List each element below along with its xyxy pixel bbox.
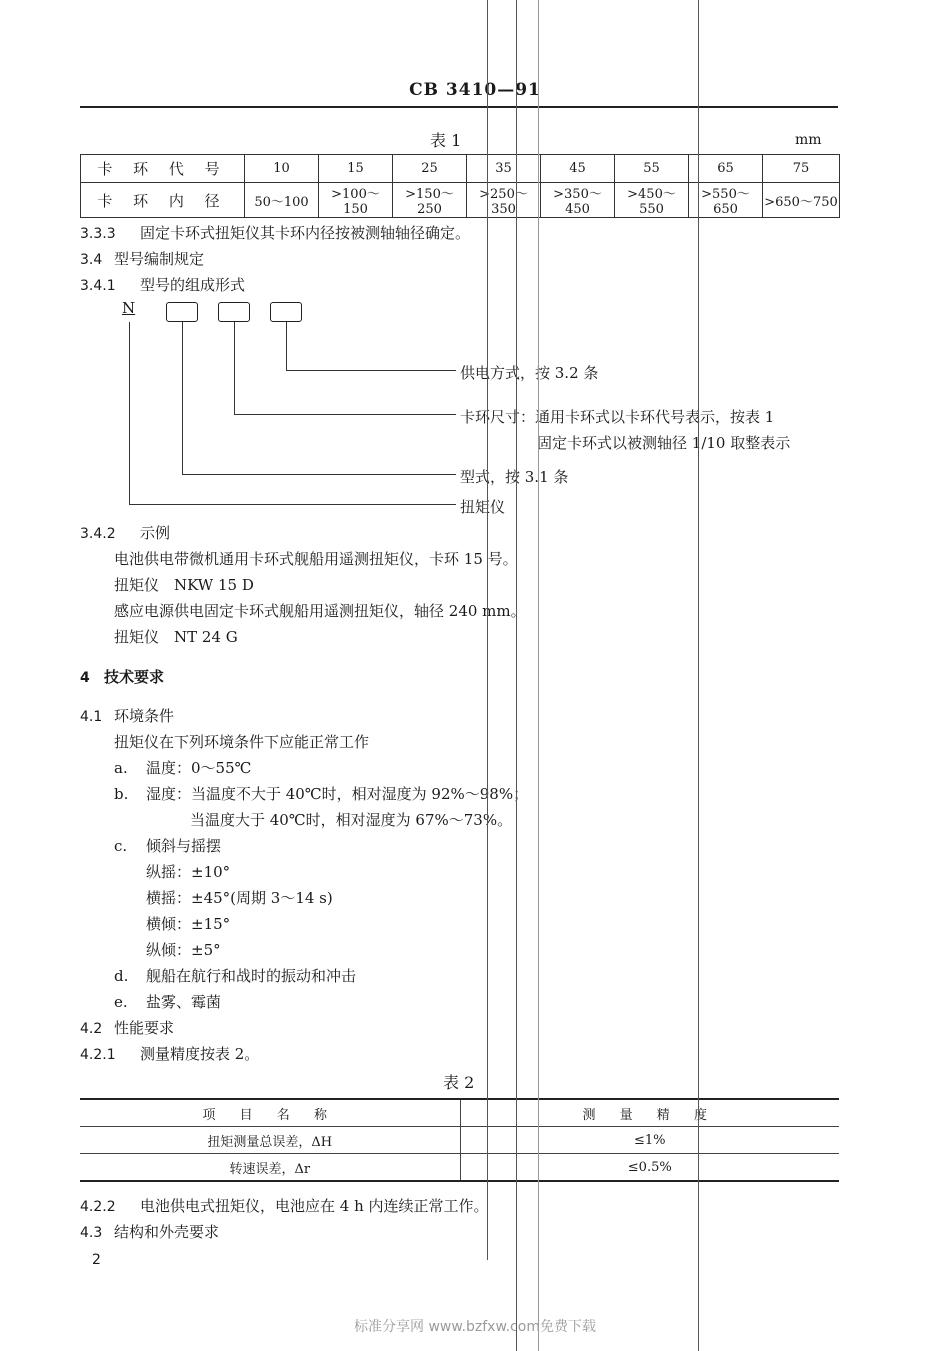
section-number: 4.2.2 bbox=[80, 1199, 116, 1215]
connector-line bbox=[129, 322, 130, 504]
section-text: 技术要求 bbox=[104, 668, 165, 686]
table-row bbox=[80, 1127, 839, 1154]
example-line: 电池供电带微机通用卡环式舰船用遥测扭矩仪，卡环 15 号。 bbox=[114, 550, 518, 568]
section-4-2-2 bbox=[80, 1195, 489, 1216]
table2-caption: 表 2 bbox=[443, 1073, 475, 1092]
connector-line bbox=[234, 414, 456, 415]
environment-intro: 扭矩仪在下列环境条件下应能正常工作 bbox=[114, 733, 370, 751]
section-4-2-1 bbox=[80, 1043, 259, 1064]
table2 bbox=[80, 1098, 839, 1182]
scan-line-artifact bbox=[538, 0, 539, 1351]
table-cell: 扭矩测量总误差，ΔH bbox=[80, 1127, 460, 1154]
connector-line bbox=[234, 322, 235, 414]
page-number: 2 bbox=[92, 1252, 101, 1268]
section-number: 4.3 bbox=[80, 1225, 103, 1241]
table-cell: 75 bbox=[763, 155, 840, 183]
table1-unit: mm bbox=[795, 132, 822, 148]
list-marker: a. bbox=[114, 759, 128, 777]
section-4-3 bbox=[80, 1221, 219, 1242]
table-cell: 35 bbox=[467, 155, 541, 183]
table1 bbox=[80, 154, 840, 218]
list-marker: d. bbox=[114, 967, 129, 985]
model-slot-power bbox=[270, 302, 302, 322]
table-cell: 50～100 bbox=[245, 183, 319, 218]
list-marker: b. bbox=[114, 785, 129, 803]
section-text: 测量精度按表 2。 bbox=[140, 1045, 260, 1063]
section-number: 3.4.1 bbox=[80, 278, 116, 294]
table-cell: >100～150 bbox=[319, 183, 393, 218]
scan-line-artifact bbox=[487, 0, 488, 1260]
list-marker: e. bbox=[114, 993, 128, 1011]
label-type: 型式，按 3.1 条 bbox=[460, 468, 569, 486]
table-cell: 25 bbox=[393, 155, 467, 183]
header-rule bbox=[80, 106, 838, 108]
table1-caption: 表 1 bbox=[430, 131, 462, 150]
section-3-4-2 bbox=[80, 522, 170, 543]
table-header-cell: 测 量 精 度 bbox=[460, 1099, 839, 1127]
model-prefix: N bbox=[122, 299, 136, 317]
section-number: 3.4.2 bbox=[80, 526, 116, 542]
table-row-header: 卡 环 内 径 bbox=[81, 183, 245, 218]
list-marker: c. bbox=[114, 837, 128, 855]
table-cell: >150～250 bbox=[393, 183, 467, 218]
section-4-heading bbox=[80, 666, 164, 687]
list-text-continued: 当温度大于 40℃时，相对湿度为 67%～73%。 bbox=[190, 811, 513, 829]
sub-item: 横倾：±15° bbox=[146, 915, 231, 933]
section-3-4-1 bbox=[80, 274, 245, 295]
list-text: 温度：0～55℃ bbox=[146, 759, 252, 777]
scan-line-artifact bbox=[516, 0, 517, 1351]
table-cell: 15 bbox=[319, 155, 393, 183]
scan-line-artifact bbox=[698, 0, 699, 1351]
label-ring-size-fixed: 固定卡环式以被测轴径 1/10 取整表示 bbox=[537, 434, 791, 452]
section-text: 固定卡环式扭矩仪其卡环内径按被测轴轴径确定。 bbox=[140, 224, 471, 242]
table-cell: >450～550 bbox=[615, 183, 689, 218]
connector-line bbox=[182, 322, 183, 474]
table-cell: >350～450 bbox=[541, 183, 615, 218]
section-text: 电池供电式扭矩仪，电池应在 4 h 内连续正常工作。 bbox=[140, 1197, 489, 1215]
table-cell: >250～350 bbox=[467, 183, 541, 218]
section-text: 型号编制规定 bbox=[114, 250, 205, 268]
section-number: 4.1 bbox=[80, 709, 103, 725]
example-line: 扭矩仪 NT 24 G bbox=[114, 628, 238, 646]
table-cell: 转速误差，Δr bbox=[80, 1154, 460, 1182]
connector-line bbox=[286, 370, 456, 371]
table-cell: ≤1% bbox=[460, 1127, 839, 1154]
list-item bbox=[114, 835, 221, 856]
label-device: 扭矩仪 bbox=[460, 498, 506, 516]
example-line: 感应电源供电固定卡环式舰船用遥测扭矩仪，轴径 240 mm。 bbox=[114, 602, 526, 620]
sub-item: 纵倾：±5° bbox=[146, 941, 221, 959]
table-row bbox=[81, 155, 840, 183]
list-item bbox=[114, 757, 251, 778]
table-header-row bbox=[80, 1099, 839, 1127]
list-text: 舰船在航行和战时的振动和冲击 bbox=[146, 967, 357, 985]
section-number: 3.3.3 bbox=[80, 226, 116, 242]
table-row-header: 卡 环 代 号 bbox=[81, 155, 245, 183]
model-slot-type bbox=[166, 302, 198, 322]
sub-item: 横摇：±45°(周期 3～14 s) bbox=[146, 889, 333, 907]
table-row bbox=[80, 1154, 839, 1182]
section-number: 3.4 bbox=[80, 252, 103, 268]
section-3-4 bbox=[80, 248, 204, 269]
section-4-2 bbox=[80, 1017, 174, 1038]
table-cell: ≤0.5% bbox=[460, 1154, 839, 1182]
section-text: 环境条件 bbox=[114, 707, 175, 725]
section-number: 4.2 bbox=[80, 1021, 103, 1037]
table-cell: 55 bbox=[615, 155, 689, 183]
section-text: 示例 bbox=[140, 524, 171, 542]
model-slot-size bbox=[218, 302, 250, 322]
list-item bbox=[114, 783, 528, 804]
section-text: 结构和外壳要求 bbox=[114, 1223, 220, 1241]
section-4-1 bbox=[80, 705, 174, 726]
sub-item: 纵摇：±10° bbox=[146, 863, 231, 881]
list-item bbox=[114, 965, 356, 986]
connector-line bbox=[286, 322, 287, 370]
watermark-footer: 标准分享网 www.bzfxw.com免费下载 bbox=[354, 1319, 596, 1335]
connector-line bbox=[129, 504, 456, 505]
section-3-3-3 bbox=[80, 222, 470, 243]
section-text: 性能要求 bbox=[114, 1019, 175, 1037]
section-text: 型号的组成形式 bbox=[140, 276, 246, 294]
example-line: 扭矩仪 NKW 15 D bbox=[114, 576, 254, 594]
list-text: 盐雾、霉菌 bbox=[146, 993, 222, 1011]
table-header-cell: 项 目 名 称 bbox=[80, 1099, 460, 1127]
table-row bbox=[81, 183, 840, 218]
table-cell: >550～650 bbox=[689, 183, 763, 218]
connector-line bbox=[182, 474, 456, 475]
table-cell: 65 bbox=[689, 155, 763, 183]
list-text: 倾斜与摇摆 bbox=[146, 837, 222, 855]
section-number: 4 bbox=[80, 670, 90, 686]
label-ring-size: 卡环尺寸：通用卡环式以卡环代号表示，按表 1 bbox=[460, 408, 775, 426]
list-text: 湿度：当温度不大于 40℃时，相对湿度为 92%～98%； bbox=[146, 785, 529, 803]
list-item bbox=[114, 991, 221, 1012]
table-cell: >650～750 bbox=[763, 183, 840, 218]
table-cell: 45 bbox=[541, 155, 615, 183]
table-cell: 10 bbox=[245, 155, 319, 183]
document-code-header: CB 3410—91 bbox=[409, 80, 541, 100]
section-number: 4.2.1 bbox=[80, 1047, 116, 1063]
label-power-supply: 供电方式，按 3.2 条 bbox=[460, 364, 599, 382]
